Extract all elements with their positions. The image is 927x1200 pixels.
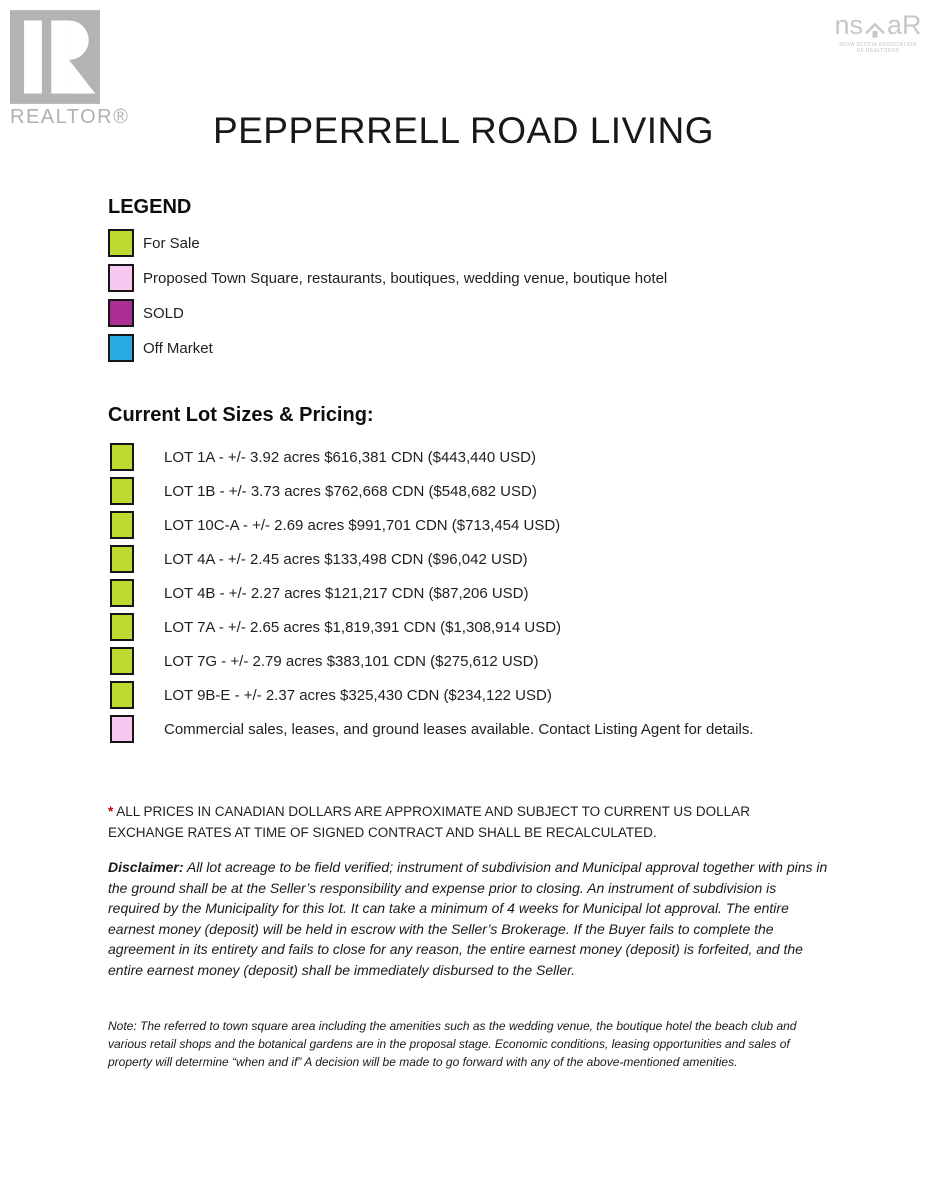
legend-label: Off Market	[143, 339, 213, 357]
pricing-swatch	[110, 545, 134, 573]
pricing-label: LOT 4A - +/- 2.45 acres $133,498 CDN ($96,042 USD)	[164, 550, 528, 568]
nsar-tagline-line1: NOVA SCOTIA ASSOCIATION	[839, 42, 917, 48]
pricing-item-lot-7g	[108, 647, 754, 675]
legend-label: For Sale	[143, 234, 200, 252]
legend-heading: LEGEND	[108, 196, 192, 218]
legend-item	[108, 299, 667, 327]
prices-warning-text: ALL PRICES IN CANADIAN DOLLARS ARE APPROXIMATE AND SUBJECT TO CURRENT US DOLLAR EXCHANGE RATES AT TIME OF SIGNED CONTRACT AND SHALL BE RECALCULATED.	[108, 803, 750, 840]
house-icon	[865, 21, 885, 41]
legend-item	[108, 264, 667, 292]
pricing-swatch	[110, 647, 134, 675]
pricing-item-lot-4a	[108, 545, 754, 573]
warning-asterisk: *	[108, 803, 114, 819]
nsar-tagline-line2: OF REALTORS®	[856, 48, 900, 54]
pricing-label: LOT 7A - +/- 2.65 acres $1,819,391 CDN ($1,308,914 USD)	[164, 618, 562, 636]
legend-item	[108, 334, 667, 362]
pricing-label: Commercial sales, leases, and ground leases available. Contact Listing Agent for details.	[164, 720, 754, 738]
prices-warning	[108, 801, 823, 843]
pricing-swatch	[110, 715, 134, 743]
note-text: The referred to town square area including the amenities such as the wedding venue, the boutique hotel the beach club and various retail shops and the botanical gardens are in the proposal stage. Economic conditions, leasing opportunities and sales of property will determine “when and if” A decision will be made to go forward with any of the above-mentioned amenities.	[108, 1019, 797, 1069]
pricing-swatch	[110, 613, 134, 641]
pricing-heading: Current Lot Sizes & Pricing:	[108, 404, 374, 426]
note-label: Note:	[108, 1019, 137, 1033]
pricing-label: LOT 10C-A - +/- 2.69 acres $991,701 CDN ($713,454 USD)	[164, 516, 561, 534]
page-title: PEPPERRELL ROAD LIVING	[212, 110, 715, 151]
pricing-swatch	[110, 443, 134, 471]
pricing-item-lot-10c-a	[108, 511, 754, 539]
legend-label: SOLD	[143, 304, 184, 322]
pricing-label: LOT 1A - +/- 3.92 acres $616,381 CDN ($443,440 USD)	[164, 448, 537, 466]
pricing-swatch	[110, 579, 134, 607]
pricing-item-lot-1a	[108, 443, 754, 471]
pricing-item-lot-1b	[108, 477, 754, 505]
pricing-label: LOT 4B - +/- 2.27 acres $121,217 CDN ($87,206 USD)	[164, 584, 529, 602]
pricing-label: LOT 1B - +/- 3.73 acres $762,668 CDN ($548,682 USD)	[164, 482, 537, 500]
pricing-section	[108, 404, 754, 749]
pricing-swatch	[110, 681, 134, 709]
disclaimer-label: Disclaimer:	[108, 859, 184, 875]
legend-swatch-for-sale	[108, 229, 134, 257]
disclaimer-text: All lot acreage to be field verified; instrument of subdivision and Municipal approval together with pins in the ground shall be at the Seller’s responsibility and expense prior to closing. An instrument of subdivision is required by the Municipality for this lot. It can take a minimum of 4 weeks for Municipal lot approval. The entire earnest money (deposit) will be held in escrow with the Seller’s Brokerage. If the Buyer fails to complete the agreement in its entirety and fails to close for any reason, the entire earnest money (deposit) is forfeited, and the entire earnest money (deposit) shall be immediately disbursed to the Seller.	[108, 859, 828, 978]
legend-swatch-sold	[108, 299, 134, 327]
legend-swatch-proposed	[108, 264, 134, 292]
pricing-item-lot-7a	[108, 613, 754, 641]
realtor-r-icon	[10, 10, 100, 104]
pricing-swatch	[110, 511, 134, 539]
nsar-wordmark-right: aR	[887, 10, 922, 40]
pricing-item-lot-9b-e	[108, 681, 754, 709]
disclaimer	[108, 857, 828, 980]
nsar-tagline	[833, 42, 923, 54]
pricing-label: LOT 9B-E - +/- 2.37 acres $325,430 CDN ($234,122 USD)	[164, 686, 552, 704]
note	[108, 1017, 814, 1071]
legend-section	[108, 196, 667, 369]
pricing-item-lot-4b	[108, 579, 754, 607]
pricing-label: LOT 7G - +/- 2.79 acres $383,101 CDN ($275,612 USD)	[164, 652, 539, 670]
nsar-wordmark-left: ns	[834, 10, 863, 40]
pricing-item-commercial	[108, 715, 754, 743]
nsar-logo	[833, 12, 923, 54]
pricing-swatch	[110, 477, 134, 505]
realtor-wordmark: REALTOR®	[10, 106, 130, 128]
legend-swatch-off-market	[108, 334, 134, 362]
legend-item	[108, 229, 667, 257]
legend-label: Proposed Town Square, restaurants, boutiques, wedding venue, boutique hotel	[143, 269, 668, 287]
nsar-wordmark	[833, 12, 923, 39]
